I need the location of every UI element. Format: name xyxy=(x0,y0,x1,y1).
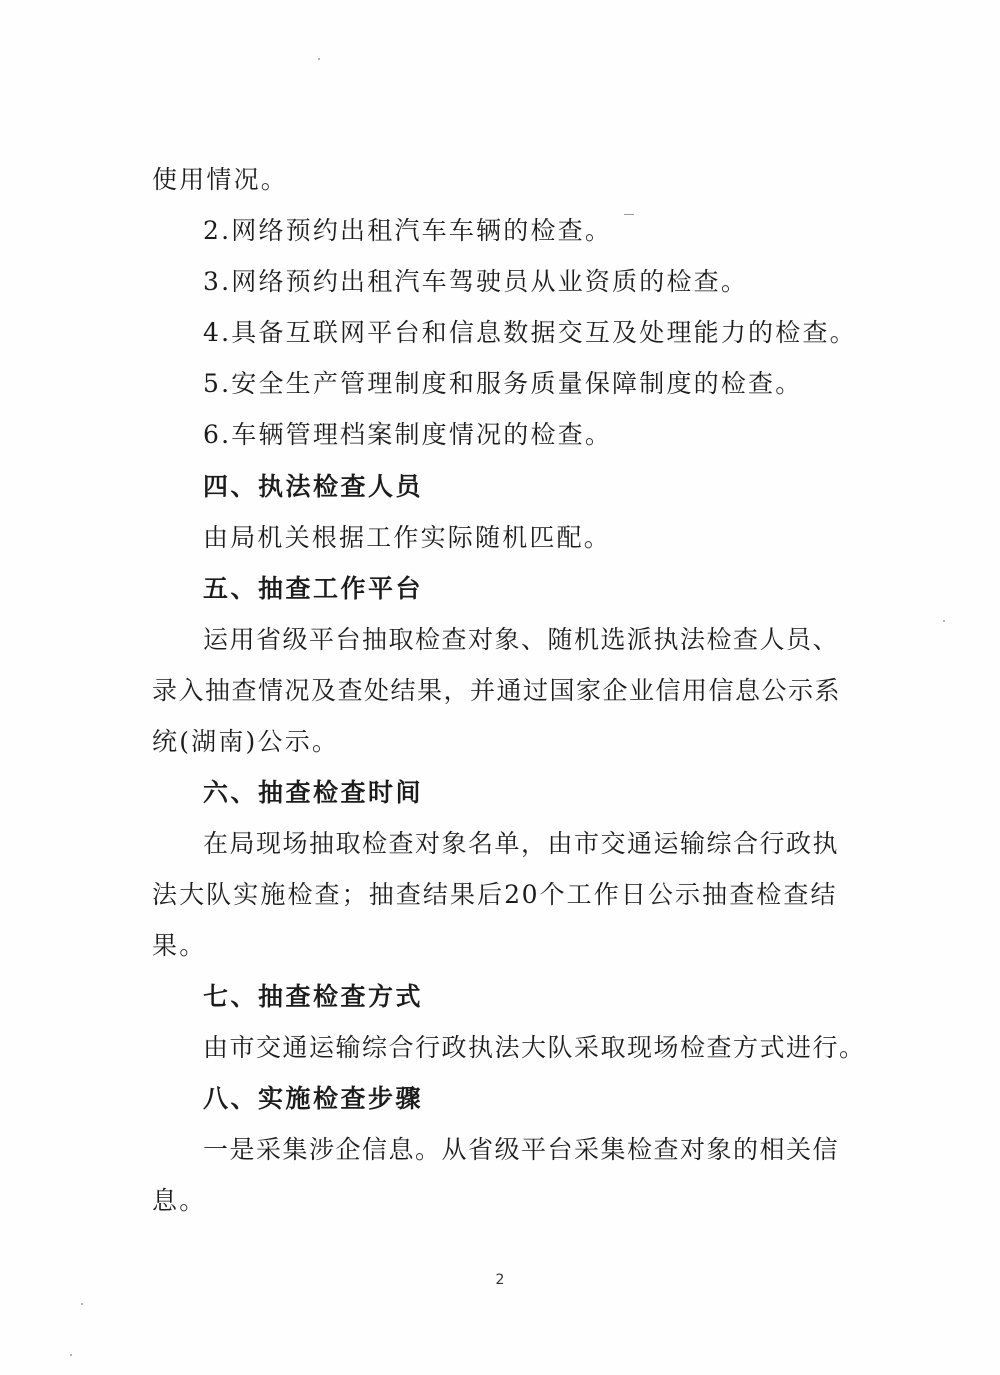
paragraph-line: 运用省级平台抽取检查对象、随机选派执法检查人员、 xyxy=(203,625,840,654)
paragraph-line: 果。 xyxy=(152,931,207,960)
list-item: 5.安全生产管理制度和服务质量保障制度的检查。 xyxy=(203,369,803,398)
list-item: 4.具备互联网平台和信息数据交互及处理能力的检查。 xyxy=(203,318,857,347)
paragraph-line: 由市交通运输综合行政执法大队采取现场检查方式进行。 xyxy=(203,1033,866,1062)
paragraph-line: 使用情况。 xyxy=(152,165,289,194)
scan-speck xyxy=(943,620,945,622)
section-heading: 六、抽查检查时间 xyxy=(203,778,424,807)
paragraph-line: 统(湖南)公示。 xyxy=(152,727,340,756)
paragraph-line: 在局现场抽取检查对象名单，由市交通运输综合行政执 xyxy=(203,829,840,858)
list-item: 6.车辆管理档案制度情况的检查。 xyxy=(203,420,613,449)
section-heading: 四、执法检查人员 xyxy=(203,472,424,501)
section-heading: 七、抽查检查方式 xyxy=(203,982,424,1011)
paragraph-line: 一是采集涉企信息。从省级平台采集检查对象的相关信 xyxy=(203,1135,840,1164)
paragraph-line: 由局机关根据工作实际随机匹配。 xyxy=(203,523,612,552)
list-item: 3.网络预约出租汽车驾驶员从业资质的检查。 xyxy=(203,267,749,296)
scan-speck xyxy=(624,214,634,215)
page-number: 2 xyxy=(495,1272,505,1288)
scan-speck xyxy=(318,58,320,60)
paragraph-line: 法大队实施检查；抽查结果后20个工作日公示抽查检查结 xyxy=(152,880,837,909)
scan-speck xyxy=(81,1303,83,1305)
section-heading: 八、实施检查步骤 xyxy=(203,1084,424,1113)
list-item: 2.网络预约出租汽车车辆的检查。 xyxy=(203,216,613,245)
scan-speck xyxy=(70,1354,72,1356)
paragraph-line: 录入抽查情况及查处结果，并通过国家企业信用信息公示系 xyxy=(152,676,842,705)
paragraph-line: 息。 xyxy=(152,1186,207,1215)
section-heading: 五、抽查工作平台 xyxy=(203,574,424,603)
